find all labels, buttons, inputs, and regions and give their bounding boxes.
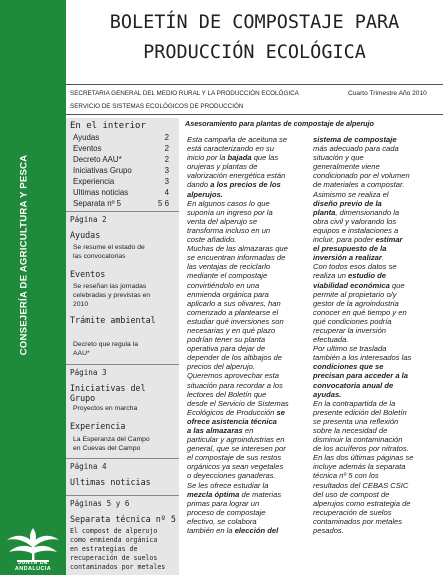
toc-heading: En el interior: [70, 121, 146, 131]
toc-item-page: 4: [164, 188, 169, 197]
article-line: [187, 353, 305, 362]
article-column-2: [313, 135, 441, 535]
article-bold-text: bajada: [227, 153, 252, 163]
article-text: .: [381, 253, 384, 263]
servicio-label: SERVICIO DE SISTEMAS ECOLÓGICOS DE PRODUCCIÓN: [70, 103, 244, 110]
article-text: presente edición del Boletín: [313, 407, 407, 417]
article-line: [313, 153, 441, 162]
article-text: permite al propietario o/y: [313, 289, 397, 299]
article-text: o deyecciones ganaderas.: [187, 471, 276, 481]
article-text: más adecuado para cada: [313, 144, 399, 154]
article-text: recuperación de suelos: [313, 507, 392, 517]
article-line: [313, 290, 441, 299]
article-text: valorización energética están: [187, 171, 286, 181]
toc-item-label: Decreto AAU*: [73, 155, 122, 164]
sidebar-divider: [66, 211, 179, 212]
article-text: primas para lograr un: [187, 498, 260, 508]
page-4-label: Página 4: [70, 462, 107, 471]
article-bold-text: estudio de: [348, 271, 387, 281]
article-text: equipos e instalaciones a: [313, 225, 399, 235]
article-text: sobre la necesidad de: [313, 426, 388, 435]
article-text: orujeras y plantas de: [187, 162, 258, 172]
article-text: qué condiciones podría: [313, 316, 392, 326]
article-text: Ecológicos de Producción: [187, 407, 277, 417]
article-line: [313, 453, 441, 462]
article-line: [187, 417, 305, 426]
article-line: [187, 381, 305, 390]
article-text: gestor de la agroindustria: [313, 298, 399, 308]
article-line: [187, 444, 305, 453]
tramite-text-1: Decreto que regula la: [73, 341, 138, 348]
article-bold-text: ayudas.: [313, 389, 342, 399]
article-line: [187, 217, 305, 226]
article-title: Asesoramiento para plantas de compostaje de alperujo: [185, 119, 374, 128]
article-text: que: [389, 280, 405, 290]
article-line: [313, 335, 441, 344]
toc-item[interactable]: [73, 199, 173, 209]
article-bold-text: precisan para acceder a la: [313, 371, 408, 381]
article-text: convirtiéndolo en una: [187, 280, 260, 290]
toc-item[interactable]: [73, 144, 173, 154]
article-line: [187, 326, 305, 335]
separata-text-4: recuperación de suelos: [70, 554, 158, 562]
article-line: [313, 217, 441, 226]
experiencia-text-1: La Esperanza del Campo: [73, 436, 150, 443]
article-bold-text: diseño previo de la: [313, 198, 382, 208]
pages-5-6-label: Páginas 5 y 6: [70, 499, 130, 508]
article-line: [313, 262, 441, 271]
article-text: particular y agroindustrias en: [187, 435, 285, 445]
article-text: las ventajas de reciclarlo: [187, 262, 271, 272]
article-text: Muchas de las almazaras que: [187, 244, 288, 254]
toc-item-page: 2: [164, 155, 169, 164]
article-line: [187, 226, 305, 235]
separata-text-2: como enmienda orgánica: [70, 536, 158, 544]
article-line: [187, 362, 305, 371]
article-text: técnica nº 5 con los: [313, 471, 379, 481]
separata-text-3: en estrategias de: [70, 545, 138, 553]
article-line: [313, 517, 441, 526]
article-bold-text: ofrece asistencia técnica: [187, 416, 277, 426]
toc-item-label: Iniciativas Grupo: [73, 166, 132, 175]
article-text: se presenta una reflexión: [313, 416, 399, 426]
article-line: [313, 508, 441, 517]
article-text: En la contrapartida de la: [313, 398, 396, 408]
article-line: [187, 390, 305, 399]
toc-item-label: Ultimas noticias: [73, 188, 129, 197]
article-line: [187, 271, 305, 280]
article-line: [187, 190, 305, 199]
article-line: [187, 180, 305, 189]
article-line: [313, 317, 441, 326]
article-line: [187, 371, 305, 380]
article-bold-text: a los precios de los: [210, 180, 281, 190]
eventos-text-1: Se reseñan las jornadas: [73, 283, 147, 290]
article-line: [313, 371, 441, 380]
article-text: resultados del CEBAS CSIC: [313, 480, 409, 490]
article-line: [187, 281, 305, 290]
article-text: precios del alperujo.: [187, 362, 255, 372]
article-text: también en la: [187, 526, 235, 536]
iniciativas-heading-1: Iniciativas del: [70, 383, 146, 393]
article-text: enmienda orgánica para: [187, 289, 269, 299]
article-text: venta del alperujo se: [187, 216, 258, 226]
article-text: en: [242, 426, 254, 435]
article-line: [187, 399, 305, 408]
article-line: [313, 426, 441, 435]
article-column-1: [187, 135, 305, 535]
article-text: dando: [187, 180, 211, 190]
article-line: [187, 462, 305, 471]
article-line: [187, 471, 305, 480]
article-text: incluye además la separata: [313, 462, 406, 472]
article-text: generalmente viene: [313, 162, 380, 172]
ayudas-text-2: las convocatorias: [73, 253, 126, 260]
article-line: [313, 471, 441, 480]
article-bold-text: sistema de compostaje: [313, 135, 397, 144]
article-line: [313, 362, 441, 371]
article-line: [187, 426, 305, 435]
article-line: [187, 344, 305, 353]
article-line: [187, 144, 305, 153]
toc-item-page: 5 6: [158, 199, 169, 208]
article-text: contaminados por metales: [313, 516, 403, 526]
article-text: proceso de compostaje: [187, 507, 266, 517]
article-line: [187, 199, 305, 208]
article-text: mediante el compostaje: [187, 271, 268, 281]
article-line: [187, 290, 305, 299]
article-line: [187, 435, 305, 444]
article-line: [313, 462, 441, 471]
article-line: [313, 417, 441, 426]
article-line: [187, 253, 305, 262]
eventos-text-2: celebradas y previstas en: [73, 292, 151, 299]
page-3-label: Página 3: [70, 368, 107, 377]
article-text: Se les ofrece estudiar la: [187, 480, 269, 490]
article-line: [187, 244, 305, 253]
article-text: incluir, para poder: [313, 235, 376, 245]
iniciativas-heading-2: Grupo: [70, 393, 96, 403]
toc-item-label: Experiencia: [73, 177, 115, 186]
article-line: [313, 435, 441, 444]
article-text: general, que se interesen por: [187, 444, 286, 454]
article-bold-text: viabilidad económica: [313, 280, 390, 290]
article-text: lectores del Boletín que: [187, 389, 267, 399]
article-text: coste añadido.: [187, 235, 237, 245]
article-text: que las: [251, 153, 279, 163]
header-rule-bottom: [66, 114, 443, 115]
article-line: [187, 135, 305, 144]
article-text: transforma incluso en un: [187, 225, 271, 235]
title-line-2: PRODUCCIÓN ECOLÓGICA: [143, 42, 366, 63]
article-line: [313, 180, 441, 189]
article-line: [187, 317, 305, 326]
article-text: comenzado a plantearse el: [187, 307, 279, 317]
sidebar-divider: [66, 364, 179, 365]
toc-item[interactable]: [73, 155, 173, 165]
article-line: [187, 481, 305, 490]
article-line: [313, 226, 441, 235]
toc-item[interactable]: [73, 133, 173, 143]
eventos-text-3: 2010: [73, 301, 89, 308]
article-text: inicio por la: [187, 153, 228, 163]
article-line: [187, 499, 305, 508]
article-bold-text: elección del: [234, 526, 279, 536]
article-line: [313, 481, 441, 490]
ultimas-heading: Ultimas noticias: [70, 477, 151, 487]
separata-text-1: El compost de alperujo: [70, 527, 158, 535]
article-text: estudiar qué inversiones son: [187, 316, 284, 326]
toc-item-label: Ayudas: [73, 133, 100, 142]
article-text: alperujos como estrategia de: [313, 498, 411, 508]
article-line: [187, 153, 305, 162]
article-text: el compostaje de sus restos: [187, 453, 282, 463]
ayudas-heading: Ayudas: [70, 230, 101, 240]
article-bold-text: a las almazaras: [187, 426, 243, 435]
article-bold-text: convocatoria anual de: [313, 380, 394, 390]
separata-text-5: contaminados por metales: [70, 563, 166, 571]
experiencia-text-2: en Cuevas del Campo: [73, 445, 141, 452]
article-line: [187, 235, 305, 244]
toc-item[interactable]: [73, 188, 173, 198]
secretaria-label: SECRETARIA GENERAL DEL MEDIO RURAL Y LA PRODUCCIÓN ECOLÓGICA: [70, 90, 299, 97]
article-line: [313, 390, 441, 399]
article-line: [313, 144, 441, 153]
article-text: situación y que: [313, 153, 364, 163]
toc-item[interactable]: [73, 177, 173, 187]
article-text: efectivo, se colabora: [187, 516, 257, 526]
article-line: [313, 308, 441, 317]
article-text: En las dos últimas páginas se: [313, 453, 414, 463]
article-text: obra civil y valorando los: [313, 216, 397, 226]
article-text: En algunos casos lo que: [187, 198, 270, 208]
sidebar-divider: [66, 495, 179, 496]
article-line: [187, 299, 305, 308]
toc-item-label: Separata nº 5: [73, 199, 122, 208]
article-line: [187, 490, 305, 499]
quarter-label: Cuarto Trimestre Año 2010: [348, 90, 427, 97]
article-bold-text: el presupuesto de la: [313, 244, 387, 254]
article-bold-text: alperujos.: [187, 189, 223, 199]
article-text: situación para recordar a los: [187, 380, 283, 390]
article-text: está caracterizando en su: [187, 144, 274, 154]
article-line: [187, 162, 305, 171]
article-text: disminuir la contaminación: [313, 435, 403, 445]
article-line: [313, 444, 441, 453]
article-line: [313, 135, 441, 144]
article-line: [313, 171, 441, 180]
header-rule-top: [66, 84, 443, 85]
article-line: [187, 335, 305, 344]
article-line: [313, 281, 441, 290]
experiencia-heading: Experiencia: [70, 421, 126, 431]
sidebar-divider: [66, 458, 179, 459]
page-2-label: Página 2: [70, 215, 107, 224]
article-text: condicionado por el volumen: [313, 171, 410, 181]
article-line: [313, 526, 441, 535]
article-bold-text: condiciones que se: [313, 362, 384, 372]
article-text: operativa para dejar de: [187, 344, 266, 354]
article-text: de materias: [239, 489, 282, 499]
article-bold-text: planta: [313, 207, 336, 217]
article-line: [313, 353, 441, 362]
article-line: [313, 490, 441, 499]
article-line: [313, 499, 441, 508]
article-bold-text: inversión a realizar: [313, 253, 382, 263]
article-line: [187, 208, 305, 217]
department-name: CONSEJERÍA DE AGRICULTURA Y PESCA: [18, 154, 30, 356]
article-line: [313, 408, 441, 417]
article-line: [187, 408, 305, 417]
article-text: podrían tener su planta: [187, 335, 266, 345]
article-text: pesados.: [313, 526, 344, 536]
article-text: del uso de compost de: [313, 489, 390, 499]
article-line: [313, 235, 441, 244]
article-bold-text: mezcla óptima: [187, 489, 240, 499]
article-line: [313, 271, 441, 280]
article-text: orgánicos ya sean vegetales: [187, 462, 284, 472]
article-text: conocer en qué tiempo y en: [313, 307, 407, 317]
article-text: Queremos aprovechar esta: [187, 371, 280, 381]
article-text: Asimismo se realiza el: [313, 189, 389, 199]
toc-item[interactable]: [73, 166, 173, 176]
article-bold-text: estimar: [375, 235, 403, 245]
article-text: recuperar la inversión: [313, 325, 387, 335]
toc-item-page: 3: [164, 177, 169, 186]
article-text: efectuada.: [313, 335, 349, 345]
article-text: , dimensionando la: [335, 207, 400, 217]
article-line: [313, 190, 441, 199]
article-line: [313, 381, 441, 390]
separata-heading: Separata técnica nº 5: [70, 514, 176, 524]
article-line: [313, 253, 441, 262]
article-line: [313, 208, 441, 217]
bulletin-title: [66, 0, 443, 80]
article-line: [187, 308, 305, 317]
article-line: [187, 453, 305, 462]
article-text: depender de los altibajos de: [187, 353, 282, 363]
side-band: [0, 0, 66, 575]
article-line: [313, 326, 441, 335]
article-line: [187, 526, 305, 535]
article-text: también a los interesados las: [313, 353, 412, 363]
iniciativas-text: Proyectos en marcha: [73, 405, 138, 412]
toc-item-page: 3: [164, 166, 169, 175]
ayudas-text-1: Se resume el estado de: [73, 244, 145, 251]
article-text: se encuentran informadas de: [187, 253, 286, 263]
article-text: de materiales a compostar.: [313, 180, 405, 190]
article-text: Por ultimo se traslada: [313, 344, 387, 354]
tramite-text-2: AAU*: [73, 350, 90, 357]
toc-item-page: 2: [164, 144, 169, 153]
toc-item-page: 2: [164, 133, 169, 142]
article-line: [187, 262, 305, 271]
article-text: Con todos esos datos se: [313, 262, 397, 272]
article-bold-text: se: [276, 407, 285, 417]
article-line: [187, 508, 305, 517]
article-line: [187, 517, 305, 526]
article-text: de los acuíferos por nitratos.: [313, 444, 409, 454]
tramite-heading: Trámite ambiental: [70, 315, 156, 325]
article-line: [313, 162, 441, 171]
article-text: necesarias y en qué plazo: [187, 325, 276, 335]
eventos-heading: Eventos: [70, 269, 106, 279]
title-line-1: BOLETÍN DE COMPOSTAJE PARA: [109, 12, 400, 33]
logo-caption: JUNTA DE ANDALUCIA: [14, 560, 52, 572]
article-text: realiza un: [313, 271, 349, 281]
article-line: [313, 344, 441, 353]
toc-item-label: Eventos: [73, 144, 102, 153]
article-text: Esta campaña de aceituna se: [187, 135, 288, 144]
article-line: [313, 399, 441, 408]
article-text: desde el Servicio de Sistemas: [187, 398, 289, 408]
article-line: [313, 199, 441, 208]
article-line: [313, 244, 441, 253]
article-text: aplicarlo a sus olivares, han: [187, 298, 281, 308]
article-line: [187, 171, 305, 180]
article-line: [313, 299, 441, 308]
article-text: suponía un ingreso por la: [187, 207, 273, 217]
